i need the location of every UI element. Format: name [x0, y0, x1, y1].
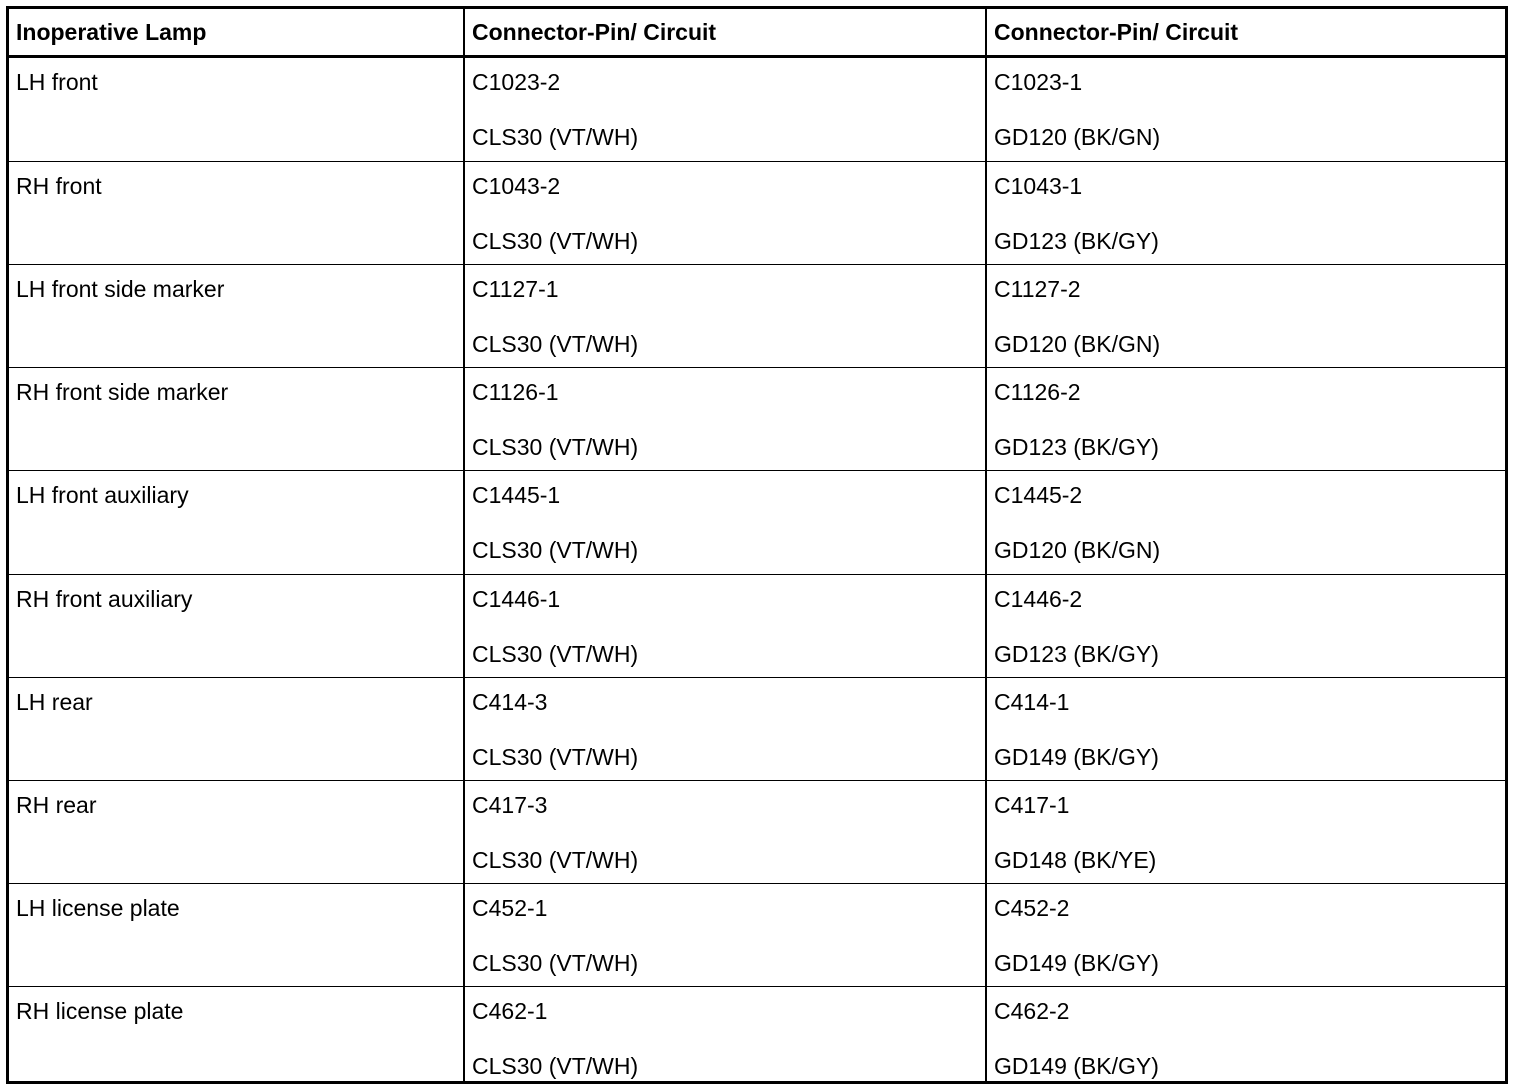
circuit-a: CLS30 (VT/WH)	[472, 434, 639, 461]
circuit-b: GD123 (BK/GY)	[994, 434, 1159, 461]
circuit-b: GD149 (BK/GY)	[994, 743, 1159, 770]
circuit-a: CLS30 (VT/WH)	[472, 537, 639, 564]
connector-pin-a: C1445-1	[472, 482, 561, 509]
lamp-name: RH rear	[16, 791, 97, 818]
table-row	[9, 161, 1505, 264]
table-row	[9, 367, 1505, 470]
connector-pin-b: C462-2	[994, 997, 1070, 1024]
table-row	[9, 986, 1505, 1089]
connector-pin-b: C1126-2	[994, 379, 1081, 406]
connector-pin-a: C417-3	[472, 791, 548, 818]
connector-table	[6, 6, 1508, 1084]
table-row	[9, 574, 1505, 677]
circuit-a: CLS30 (VT/WH)	[472, 228, 639, 255]
lamp-name: LH rear	[16, 688, 93, 715]
table-row	[9, 677, 1505, 780]
circuit-b: GD120 (BK/GN)	[994, 331, 1161, 358]
lamp-name: RH license plate	[16, 997, 184, 1024]
circuit-b: GD149 (BK/GY)	[994, 1052, 1159, 1079]
connector-pin-b: C1127-2	[994, 276, 1081, 303]
header-inoperative-lamp: Inoperative Lamp	[16, 19, 207, 45]
connector-pin-a: C414-3	[472, 688, 548, 715]
lamp-name: LH front	[16, 69, 98, 95]
connector-pin-a: C462-1	[472, 997, 548, 1024]
connector-pin-a: C1126-1	[472, 379, 559, 406]
circuit-b: GD120 (BK/GN)	[994, 537, 1161, 564]
connector-pin-a: C1043-2	[472, 173, 561, 200]
lamp-name: LH front side marker	[16, 276, 225, 303]
connector-pin-b: C1445-2	[994, 482, 1083, 509]
header-connector-pin-circuit-1: Connector-Pin/ Circuit	[472, 19, 717, 45]
header-connector-pin-circuit-2: Connector-Pin/ Circuit	[994, 19, 1239, 45]
connector-pin-a: C1446-1	[472, 585, 561, 612]
connector-pin-b: C1446-2	[994, 585, 1083, 612]
lamp-name: RH front side marker	[16, 379, 229, 406]
connector-pin-b: C452-2	[994, 894, 1070, 921]
lamp-name: RH front	[16, 173, 102, 200]
table-header	[9, 9, 1505, 58]
circuit-b: GD123 (BK/GY)	[994, 640, 1159, 667]
connector-pin-b: C414-1	[994, 688, 1070, 715]
circuit-b: GD149 (BK/GY)	[994, 949, 1159, 976]
connector-pin-a: C1127-1	[472, 276, 559, 303]
lamp-name: LH front auxiliary	[16, 482, 189, 509]
table-row	[9, 780, 1505, 883]
circuit-b: GD123 (BK/GY)	[994, 228, 1159, 255]
circuit-a: CLS30 (VT/WH)	[472, 846, 639, 873]
table-row	[9, 470, 1505, 573]
connector-pin-b: C1023-1	[994, 69, 1083, 95]
table-row	[9, 883, 1505, 986]
table-row	[9, 264, 1505, 367]
circuit-b: GD120 (BK/GN)	[994, 124, 1161, 150]
connector-pin-b: C1043-1	[994, 173, 1083, 200]
lamp-name: RH front auxiliary	[16, 585, 193, 612]
circuit-a: CLS30 (VT/WH)	[472, 640, 639, 667]
circuit-a: CLS30 (VT/WH)	[472, 331, 639, 358]
connector-pin-a: C1023-2	[472, 69, 561, 95]
circuit-a: CLS30 (VT/WH)	[472, 743, 639, 770]
circuit-a: CLS30 (VT/WH)	[472, 1052, 639, 1079]
circuit-b: GD148 (BK/YE)	[994, 846, 1157, 873]
table-row	[9, 58, 1505, 160]
lamp-name: LH license plate	[16, 894, 180, 921]
connector-pin-a: C452-1	[472, 894, 548, 921]
circuit-a: CLS30 (VT/WH)	[472, 949, 639, 976]
connector-pin-b: C417-1	[994, 791, 1070, 818]
circuit-a: CLS30 (VT/WH)	[472, 124, 639, 150]
